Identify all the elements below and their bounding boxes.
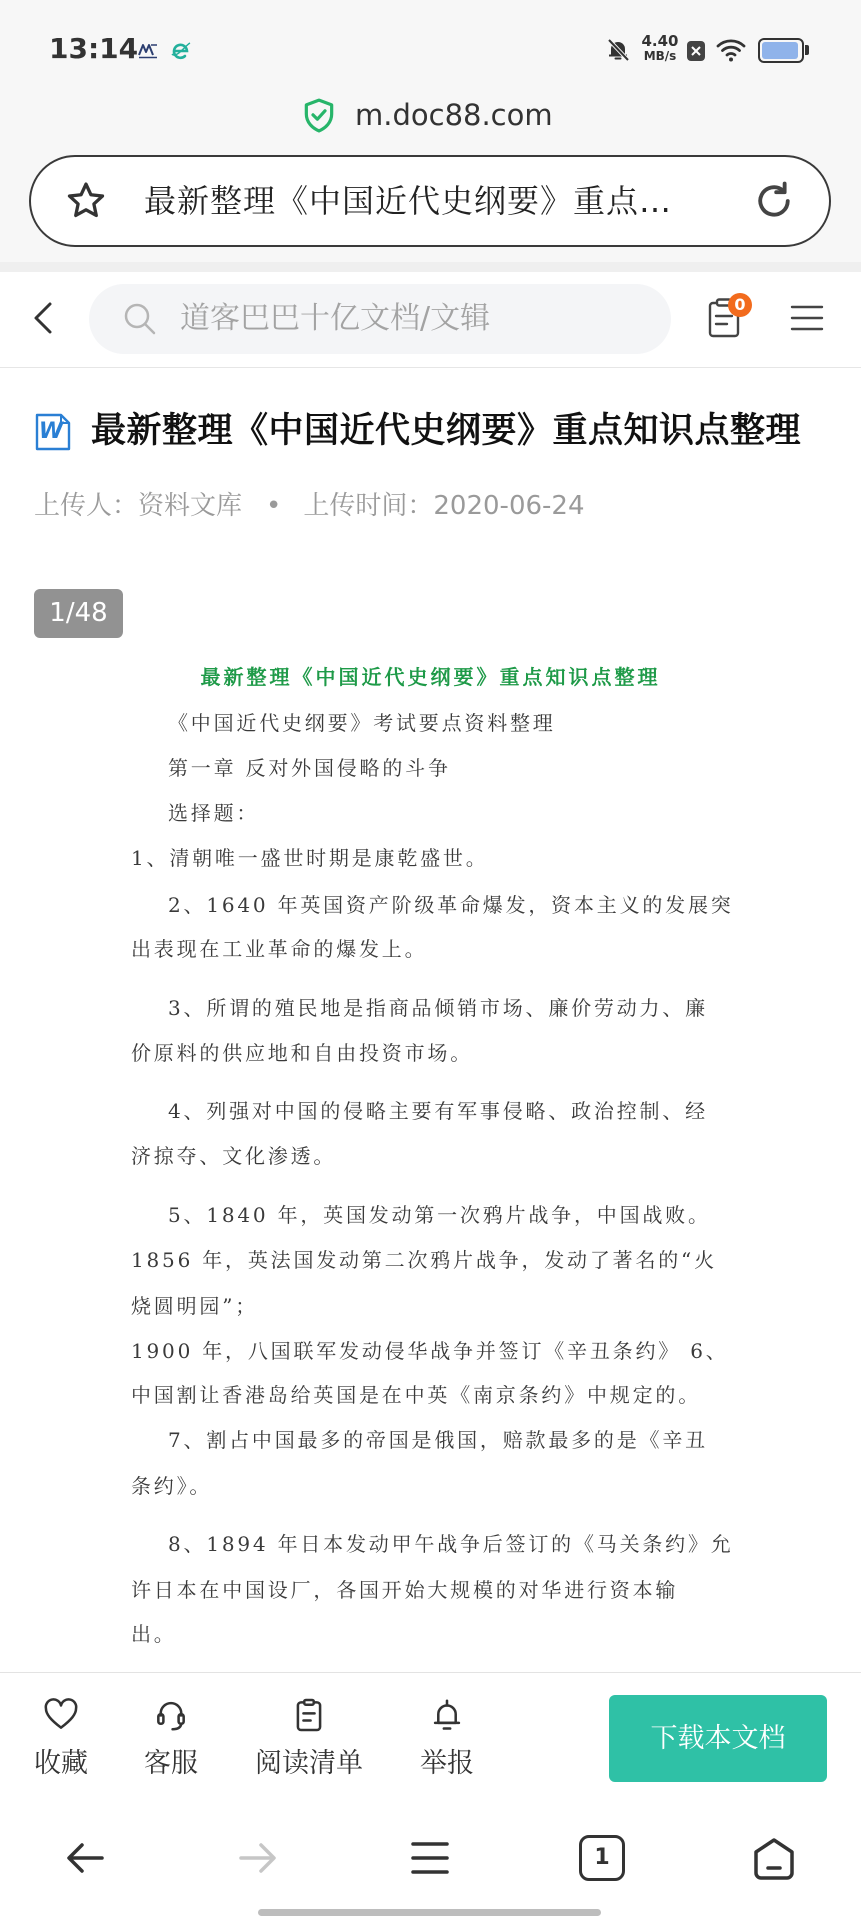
menu-icon[interactable] — [408, 1836, 452, 1880]
search-placeholder[interactable]: 道客巴巴十亿文档/文辑 — [180, 301, 491, 336]
download-button[interactable]: 下载本文档 — [609, 1695, 827, 1782]
reading-list-button[interactable] — [249, 1696, 369, 1781]
doc-line: 出表现在工业革命的爆发上。 — [131, 937, 428, 961]
service-label: 客服 — [144, 1748, 198, 1779]
report-button[interactable] — [407, 1696, 487, 1781]
hamburger-menu-icon[interactable] — [789, 303, 825, 333]
reading-list-badge: 0 — [728, 293, 752, 317]
doc-line: 1856 年，英法国发动第二次鸦片战争，发动了著名的“火 — [131, 1248, 717, 1272]
page-indicator: 1/48 — [34, 589, 123, 638]
heart-icon — [21, 1696, 101, 1734]
gesture-home-indicator[interactable] — [258, 1909, 601, 1916]
doc-line: 烧圆明园”； — [131, 1294, 259, 1318]
doc-line: 2、1640 年英国资产阶级革命爆发，资本主义的发展突 — [168, 893, 734, 917]
browser-notification-icon — [170, 39, 192, 61]
shield-check-icon — [303, 98, 335, 133]
doc-line: 许日本在中国设厂，各国开始大规模的对华进行资本输 — [131, 1578, 679, 1602]
network-speed — [638, 33, 682, 64]
doc-line: 1、清朝唯一盛世时期是康乾盛世。 — [131, 846, 489, 870]
wifi-icon — [716, 37, 746, 63]
clipboard-list-icon — [249, 1696, 369, 1734]
sim-off-icon — [686, 40, 706, 62]
upload-time: 2020-06-24 — [433, 491, 585, 521]
doc-line: 价原料的供应地和自由投资市场。 — [131, 1041, 473, 1065]
doc-line: 5、1840 年，英国发动第一次鸦片战争，中国战败。 — [168, 1203, 711, 1227]
back-arrow-icon[interactable] — [64, 1836, 108, 1880]
doc-line: 济掠夺、文化渗透。 — [131, 1144, 337, 1168]
headset-icon — [131, 1696, 211, 1734]
upload-time-label: 上传时间： — [303, 491, 434, 521]
file-type-letter: W — [38, 419, 64, 444]
refresh-icon[interactable] — [752, 179, 796, 223]
doc-line: 选择题： — [168, 801, 260, 825]
favorite-label: 收藏 — [34, 1748, 88, 1779]
mute-icon — [605, 37, 631, 63]
uploader-name[interactable]: 资料文库 — [138, 491, 243, 521]
battery-nub — [805, 45, 809, 55]
home-icon[interactable] — [751, 1836, 797, 1882]
doc-heading: 最新整理《中国近代史纲要》重点知识点整理 — [200, 665, 661, 689]
tabs-button[interactable]: 1 — [579, 1835, 625, 1881]
doc-line: 8、1894 年日本发动甲午战争后签订的《马关条约》允 — [168, 1532, 734, 1556]
battery-icon — [758, 38, 804, 63]
bell-icon — [407, 1696, 487, 1734]
battery-fill — [762, 42, 798, 59]
chrome-divider — [0, 262, 861, 272]
search-icon — [123, 302, 157, 336]
doc-line: 出。 — [131, 1622, 177, 1646]
uploader-label: 上传人： — [34, 491, 139, 521]
network-speed-value: 4.40 — [641, 32, 679, 50]
address-title[interactable]: 最新整理《中国近代史纲要》重点… — [144, 182, 673, 220]
doc-line: 3、所谓的殖民地是指商品倾销市场、廉价劳动力、廉 — [168, 996, 708, 1020]
document-title: 最新整理《中国近代史纲要》重点知识点整理 — [91, 411, 802, 451]
doc-line: 第一章 反对外国侵略的斗争 — [168, 756, 451, 780]
doc-line: 4、列强对中国的侵略主要有军事侵略、政治控制、经 — [168, 1099, 708, 1123]
doc-line: 中国割让香港岛给英国是在中英《南京条约》中规定的。 — [131, 1383, 701, 1407]
doc-line: 1900 年，八国联军发动侵华战争并签订《辛丑条约》 6、 — [131, 1339, 729, 1363]
reading-list-label: 阅读清单 — [255, 1748, 363, 1779]
meta-separator: • — [266, 491, 282, 521]
site-domain[interactable]: m.doc88.com — [355, 98, 553, 132]
customer-service-button[interactable] — [131, 1696, 211, 1781]
app-notification-icon — [137, 41, 159, 59]
network-speed-unit: MB/s — [643, 49, 677, 63]
doc-line: 条约》。 — [131, 1474, 213, 1498]
document-meta — [34, 488, 585, 524]
forward-arrow-icon[interactable] — [235, 1836, 279, 1880]
doc-line: 《中国近代史纲要》考试要点资料整理 — [168, 711, 556, 735]
status-time: 13:14 — [49, 32, 139, 65]
report-label: 举报 — [420, 1748, 474, 1779]
doc-line: 7、割占中国最多的帝国是俄国，赔款最多的是《辛丑 — [168, 1428, 708, 1452]
favorite-button[interactable] — [21, 1696, 101, 1781]
back-chevron-icon[interactable] — [30, 299, 56, 337]
star-icon[interactable] — [64, 179, 108, 223]
